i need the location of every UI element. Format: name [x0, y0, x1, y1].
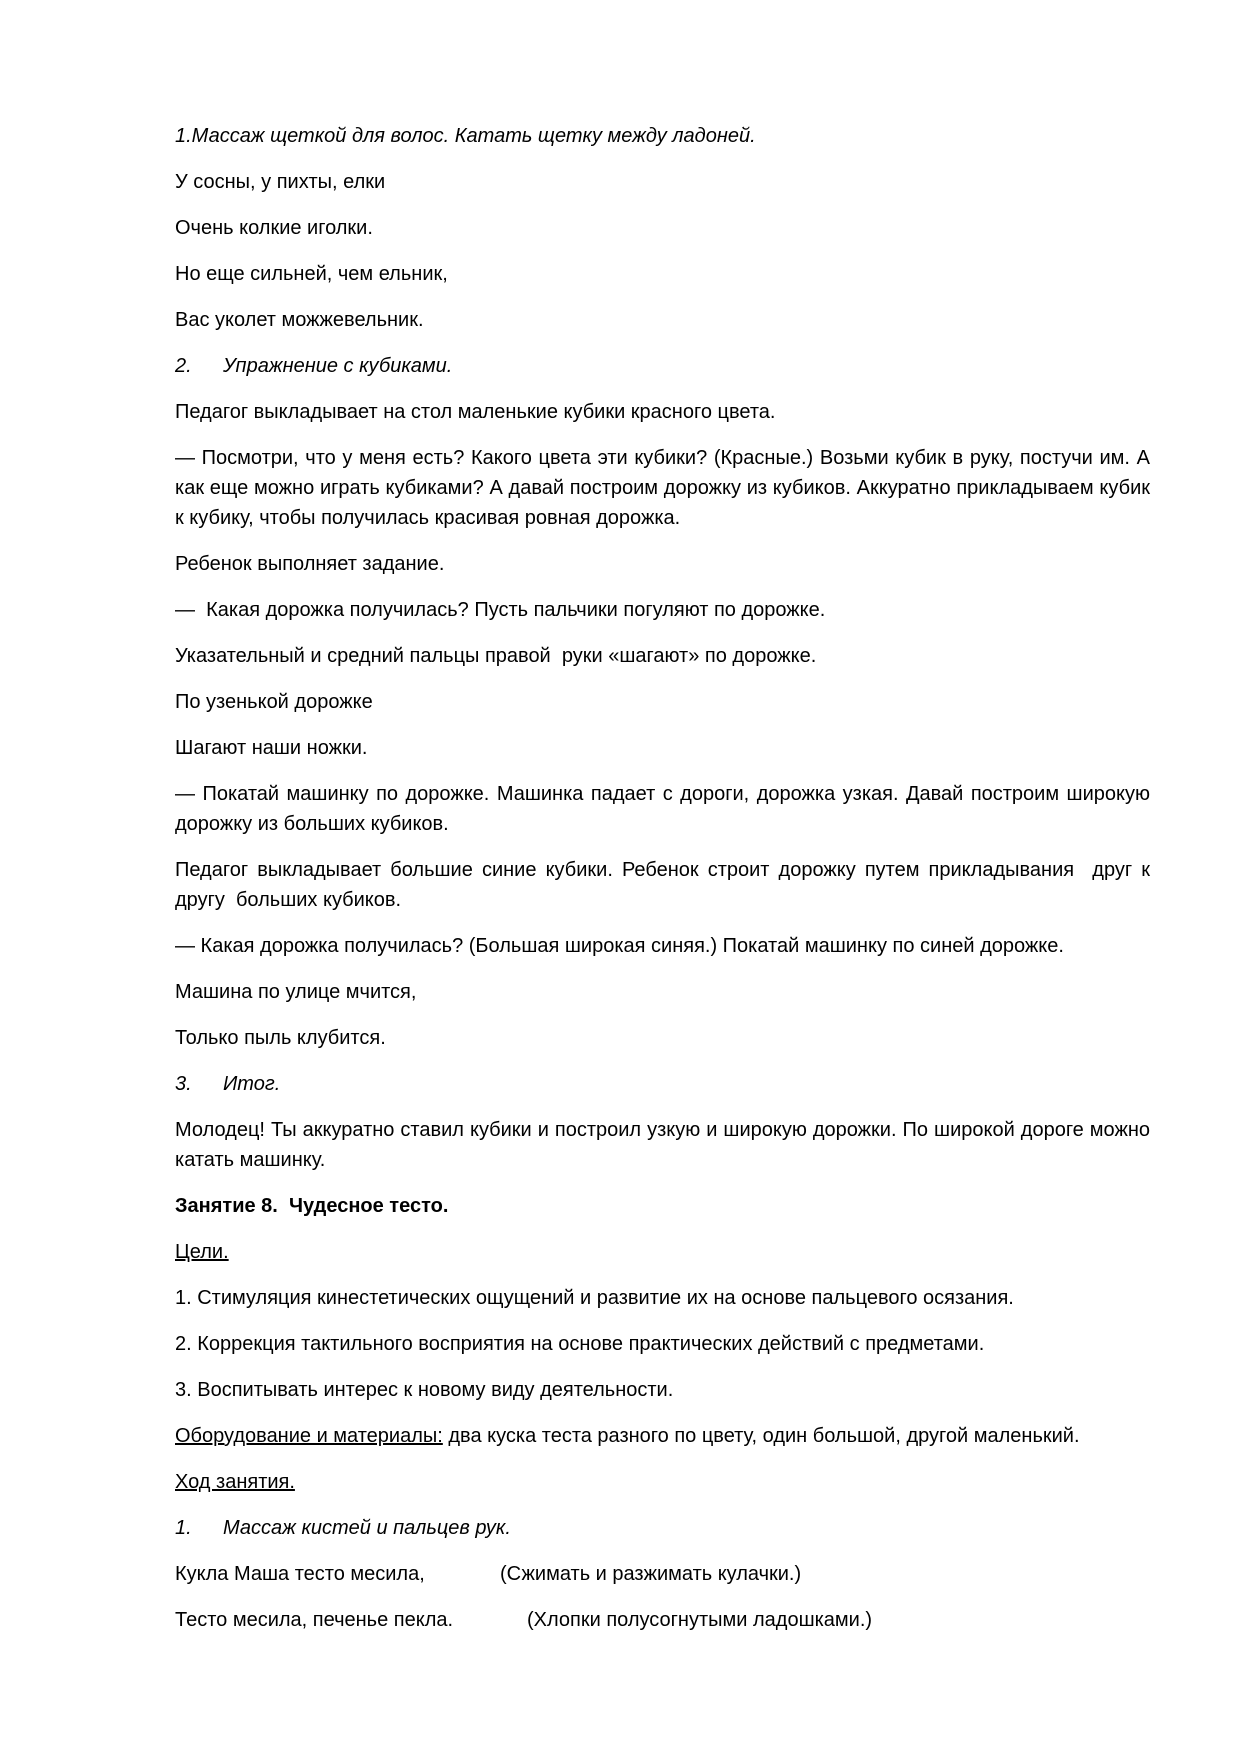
paragraph: Указательный и средний пальцы правой руки «шагают» по дорожке. [175, 645, 817, 667]
paragraph: 3. Воспитывать интерес к новому виду деятельности. [175, 1379, 674, 1401]
numbered-heading [175, 1513, 1150, 1543]
paragraph: Ребенок выполняет задание. [175, 553, 445, 575]
verse-text: Тесто месила, печенье пекла. [175, 1609, 454, 1631]
equipment-line [175, 1421, 1150, 1451]
paragraph: Очень колкие иголки. [175, 217, 373, 239]
verse-with-action-line [175, 1605, 1150, 1635]
numbered-heading [175, 1069, 1150, 1099]
list-number: 2. [175, 355, 192, 377]
paragraph: Педагог выкладывает на стол маленькие кубики красного цвета. [175, 401, 776, 423]
heading-text: Итог. [223, 1073, 281, 1095]
paragraph: — Какая дорожка получилась? (Большая широкая синяя.) Покатай машинку по синей дорожке. [175, 935, 1064, 957]
verse-text: Кукла Маша тесто месила, [175, 1563, 425, 1585]
action-note: (Хлопки полусогнутыми ладошками.) [527, 1609, 873, 1631]
action-note: (Сжимать и разжимать кулачки.) [500, 1563, 802, 1585]
paragraph: — Какая дорожка получилась? Пусть пальчики погуляют по дорожке. [175, 599, 826, 621]
paragraph-text: два куска теста разного по цвету, один большой, другой маленький. [442, 1425, 1080, 1447]
paragraph: Вас уколет можжевельник. [175, 309, 424, 331]
paragraph: Педагог выкладывает большие синие кубики. Ребенок строит дорожку путем прикладывания друг к другу больших кубиков. [175, 859, 1156, 911]
paragraph: — Покатай машинку по дорожке. Машинка падает с дороги, дорожка узкая. Давай построим широкую дорожку из больших кубиков. [175, 783, 1156, 835]
document-body [175, 121, 1156, 1635]
underlined-heading [175, 1237, 1150, 1267]
heading-text: Цели. [175, 1241, 229, 1263]
heading-text: Массаж кистей и пальцев рук. [223, 1517, 511, 1539]
paragraph: — Посмотри, что у меня есть? Какого цвета эти кубики? (Красные.) Возьми кубик в руку, постучи им. А как еще можно играть кубиками? А давай построим дорожку из кубиков. Аккуратно прикладываем кубик к кубику, чтобы получилась красивая ровная дорожка. [175, 447, 1156, 529]
underlined-lead: Оборудование и материалы: [175, 1425, 443, 1447]
paragraph: 1. Стимуляция кинестетических ощущений и развитие их на основе пальцевого осязания. [175, 1287, 1014, 1309]
underlined-heading [175, 1467, 1150, 1497]
paragraph: По узенькой дорожке [175, 691, 373, 713]
paragraph: Молодец! Ты аккуратно ставил кубики и построил узкую и широкую дорожки. По широкой дороге можно катать машинку. [175, 1119, 1156, 1171]
paragraph: Машина по улице мчится, [175, 981, 417, 1003]
lesson-title: Занятие 8. Чудесное тесто. [175, 1195, 449, 1217]
heading-text: Упражнение с кубиками. [223, 355, 453, 377]
paragraph: Шагают наши ножки. [175, 737, 368, 759]
numbered-heading [175, 351, 1150, 381]
paragraph: Только пыль клубится. [175, 1027, 386, 1049]
paragraph: 2. Коррекция тактильного восприятия на основе практических действий с предметами. [175, 1333, 985, 1355]
paragraph: Но еще сильней, чем ельник, [175, 263, 448, 285]
italic-heading: 1.Массаж щеткой для волос. Катать щетку между ладоней. [175, 125, 756, 147]
list-number: 3. [175, 1073, 192, 1095]
heading-text: Ход занятия. [175, 1471, 295, 1493]
verse-with-action-line [175, 1559, 1150, 1589]
paragraph: У сосны, у пихты, елки [175, 171, 386, 193]
list-number: 1. [175, 1517, 192, 1539]
